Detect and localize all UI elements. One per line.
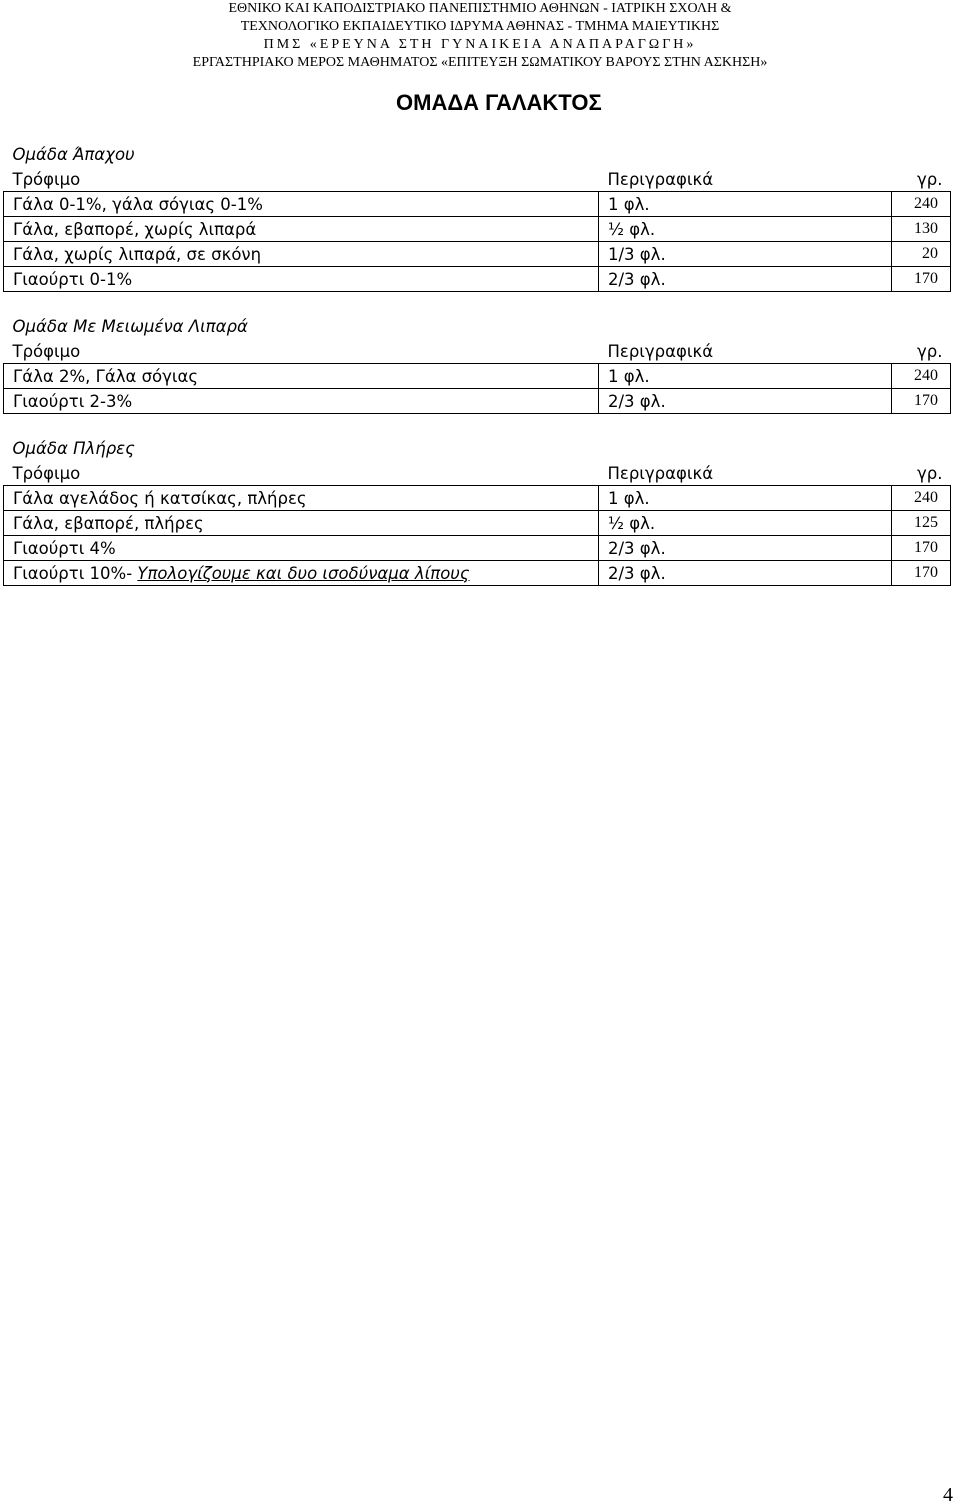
desc-cell: 2/3 φλ. xyxy=(599,536,892,561)
table-row xyxy=(4,561,951,586)
header-line-1: ΕΘΝΙΚΟ ΚΑΙ ΚΑΠΟΔΙΣΤΡΙΑΚΟ ΠΑΝΕΠΙΣΤΗΜΙΟ ΑΘΗΝΩΝ - ΙΑΤΡΙΚΗ ΣΧΟΛΗ & xyxy=(228,1,732,16)
desc-cell: 1 φλ. xyxy=(599,192,892,217)
column-header-row xyxy=(4,339,951,364)
group-heading: Ομάδα Άπαχου xyxy=(12,145,135,164)
grams-cell: 240 xyxy=(892,192,951,217)
grams-cell: 170 xyxy=(892,389,951,414)
column-header-desc: Περιγραφικά xyxy=(599,167,892,192)
column-header-row xyxy=(4,461,951,486)
spacer-cell xyxy=(4,292,951,315)
food-text: Γιαούρτι 10%- xyxy=(13,563,133,583)
food-cell xyxy=(4,561,599,586)
column-header-food: Τρόφιμο xyxy=(4,167,599,192)
table-row xyxy=(4,511,951,536)
header-line-2: ΤΕΧΝΟΛΟΓΙΚΟ ΕΚΠΑΙΔΕΥΤΙΚΟ ΙΔΡΥΜΑ ΑΘΗΝΑΣ - ΤΜΗΜΑ ΜΑΙΕΥΤΙΚΗΣ xyxy=(240,19,720,34)
food-cell: Γιαούρτι 0-1% xyxy=(4,267,599,292)
food-cell: Γάλα 0-1%, γάλα σόγιας 0-1% xyxy=(4,192,599,217)
page-title: ΟΜΑΔΑ ΓΑΛΑΚΤΟΣ xyxy=(396,90,602,115)
desc-cell: 2/3 φλ. xyxy=(599,267,892,292)
column-header-desc: Περιγραφικά xyxy=(599,339,892,364)
food-cell: Γιαούρτι 2-3% xyxy=(4,389,599,414)
grams-cell: 240 xyxy=(892,364,951,389)
page-header xyxy=(0,0,960,72)
group-heading-row xyxy=(4,436,951,461)
spacer-row xyxy=(4,414,951,437)
group-heading: Ομάδα Πλήρες xyxy=(12,439,135,458)
column-header-desc: Περιγραφικά xyxy=(599,461,892,486)
table-row xyxy=(4,217,951,242)
table-row xyxy=(4,242,951,267)
group-heading-row xyxy=(4,314,951,339)
desc-cell: ½ φλ. xyxy=(599,511,892,536)
grams-cell: 240 xyxy=(892,486,951,511)
table-row xyxy=(4,486,951,511)
table-row xyxy=(4,192,951,217)
food-note: Υπολογίζουμε και δυο ισοδύναμα λίπους xyxy=(137,563,470,583)
desc-cell: ½ φλ. xyxy=(599,217,892,242)
food-cell: Γάλα, εβαπορέ, χωρίς λιπαρά xyxy=(4,217,599,242)
grams-cell: 130 xyxy=(892,217,951,242)
food-cell: Γάλα 2%, Γάλα σόγιας xyxy=(4,364,599,389)
header-line-3: ΠΜΣ «ΕΡΕΥΝΑ ΣΤΗ ΓΥΝΑΙΚΕΙΑ ΑΝΑΠΑΡΑΓΩΓΗ» xyxy=(263,37,697,52)
desc-cell: 1/3 φλ. xyxy=(599,242,892,267)
group-heading: Ομάδα Με Μειωμένα Λιπαρά xyxy=(12,317,248,336)
grams-cell: 125 xyxy=(892,511,951,536)
table-row xyxy=(4,536,951,561)
table-row xyxy=(4,389,951,414)
desc-cell: 1 φλ. xyxy=(599,486,892,511)
spacer-row xyxy=(4,292,951,315)
column-header-grams: γρ. xyxy=(892,167,951,192)
group-heading-row xyxy=(4,142,951,167)
column-header-food: Τρόφιμο xyxy=(4,339,599,364)
desc-cell: 1 φλ. xyxy=(599,364,892,389)
column-header-food: Τρόφιμο xyxy=(4,461,599,486)
food-cell: Γάλα αγελάδος ή κατσίκας, πλήρες xyxy=(4,486,599,511)
spacer-cell xyxy=(4,414,951,437)
grams-cell: 170 xyxy=(892,536,951,561)
header-line-4: ΕΡΓΑΣΤΗΡΙΑΚΟ ΜΕΡΟΣ ΜΑΘΗΜΑΤΟΣ «ΕΠΙΤΕΥΞΗ ΣΩΜΑΤΙΚΟΥ ΒΑΡΟΥΣ ΣΤΗΝ ΑΣΚΗΣΗ» xyxy=(192,55,768,70)
food-cell: Γάλα, χωρίς λιπαρά, σε σκόνη xyxy=(4,242,599,267)
grams-cell: 170 xyxy=(892,267,951,292)
food-cell: Γάλα, εβαπορέ, πλήρες xyxy=(4,511,599,536)
table-row xyxy=(4,364,951,389)
table-row xyxy=(4,267,951,292)
grams-cell: 20 xyxy=(892,242,951,267)
desc-cell: 2/3 φλ. xyxy=(599,389,892,414)
column-header-row xyxy=(4,167,951,192)
desc-cell: 2/3 φλ. xyxy=(599,561,892,586)
food-cell: Γιαούρτι 4% xyxy=(4,536,599,561)
food-table xyxy=(3,142,951,586)
grams-cell: 170 xyxy=(892,561,951,586)
column-header-grams: γρ. xyxy=(892,461,951,486)
page-number: 4 xyxy=(943,1484,953,1506)
column-header-grams: γρ. xyxy=(892,339,951,364)
